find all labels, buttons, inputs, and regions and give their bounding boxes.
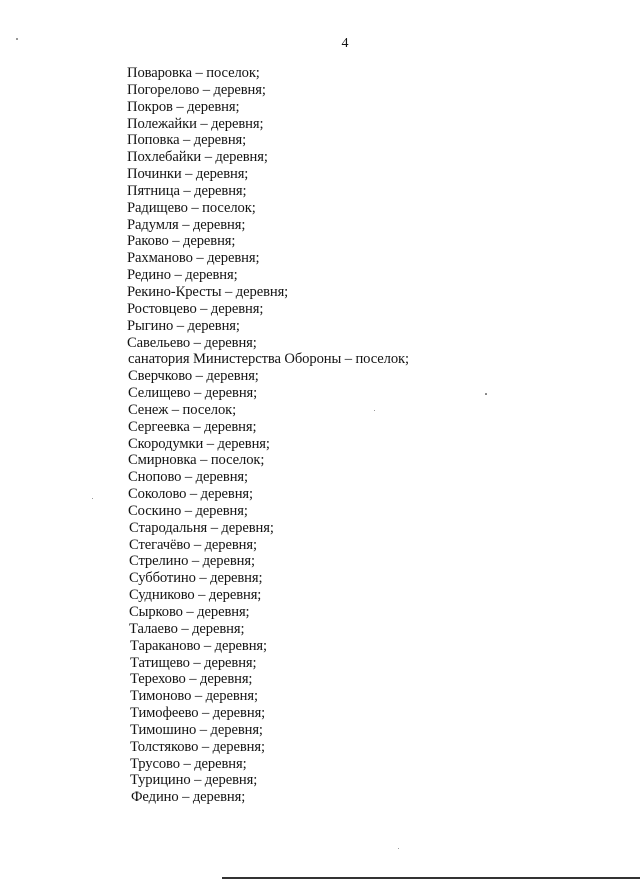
list-item: Татищево – деревня; — [130, 654, 257, 671]
list-item: Пятница – деревня; — [127, 182, 247, 199]
list-item: Стародальня – деревня; — [129, 519, 274, 536]
list-item: Терехово – деревня; — [130, 671, 253, 688]
list-item: Тараканово – деревня; — [130, 637, 267, 654]
list-item: Федино – деревня; — [131, 789, 246, 806]
list-item: санатория Министерства Обороны – поселок; — [128, 351, 409, 368]
list-item: Скородумки – деревня; — [128, 435, 270, 452]
list-item: Радумля – деревня; — [127, 216, 246, 233]
list-item: Рахманово – деревня; — [127, 250, 260, 267]
list-item: Тимофеево – деревня; — [130, 705, 266, 722]
list-item: Рекино-Кресты – деревня; — [127, 283, 289, 300]
scan-speck — [398, 848, 399, 849]
list-item: Судниково – деревня; — [129, 587, 262, 604]
scan-speck — [92, 498, 93, 499]
list-item: Савельево – деревня; — [127, 334, 257, 351]
list-item: Сенеж – поселок; — [128, 401, 237, 418]
list-item: Тимоново – деревня; — [130, 688, 258, 705]
list-item: Стегачёво – деревня; — [129, 536, 257, 553]
scan-edge-line — [222, 877, 640, 879]
list-item: Поваровка – поселок; — [127, 65, 260, 81]
list-item: Полежайки – деревня; — [127, 115, 264, 132]
scan-speck — [16, 38, 18, 40]
list-item: Починки – деревня; — [127, 166, 249, 183]
list-item: Соскино – деревня; — [128, 502, 248, 519]
scan-speck — [485, 393, 487, 395]
list-item: Тимошино – деревня; — [130, 721, 263, 738]
list-item: Сергеевка – деревня; — [128, 418, 257, 435]
list-item: Погорелово – деревня; — [127, 81, 266, 98]
scan-speck — [374, 410, 375, 411]
list-item: Поповка – деревня; — [127, 132, 247, 149]
list-item: Сверчково – деревня; — [128, 368, 259, 385]
list-item: Рыгино – деревня; — [127, 317, 240, 334]
list-item: Субботино – деревня; — [129, 570, 263, 587]
list-item: Сырково – деревня; — [129, 604, 250, 620]
list-item: Радищево – поселок; — [127, 199, 256, 216]
list-item: Талаево – деревня; — [129, 620, 245, 637]
list-item: Ростовцево – деревня; — [127, 300, 264, 317]
list-item: Раково – деревня; — [127, 233, 236, 250]
list-item: Покров – деревня; — [127, 98, 240, 115]
list-item: Трусово – деревня; — [130, 755, 247, 772]
page-number: 4 — [341, 36, 349, 51]
list-item: Селищево – деревня; — [128, 385, 258, 402]
list-item: Смирновка – поселок; — [128, 452, 265, 469]
list-item: Толстяково – деревня; — [130, 738, 265, 755]
list-item: Соколово – деревня; — [128, 486, 253, 503]
list-item: Редино – деревня; — [127, 267, 238, 284]
list-item: Похлебайки – деревня; — [127, 149, 268, 166]
settlement-list — [127, 65, 409, 806]
list-item: Стрелино – деревня; — [129, 553, 255, 570]
list-item: Турицино – деревня; — [130, 772, 258, 789]
list-item: Снопово – деревня; — [128, 469, 248, 486]
